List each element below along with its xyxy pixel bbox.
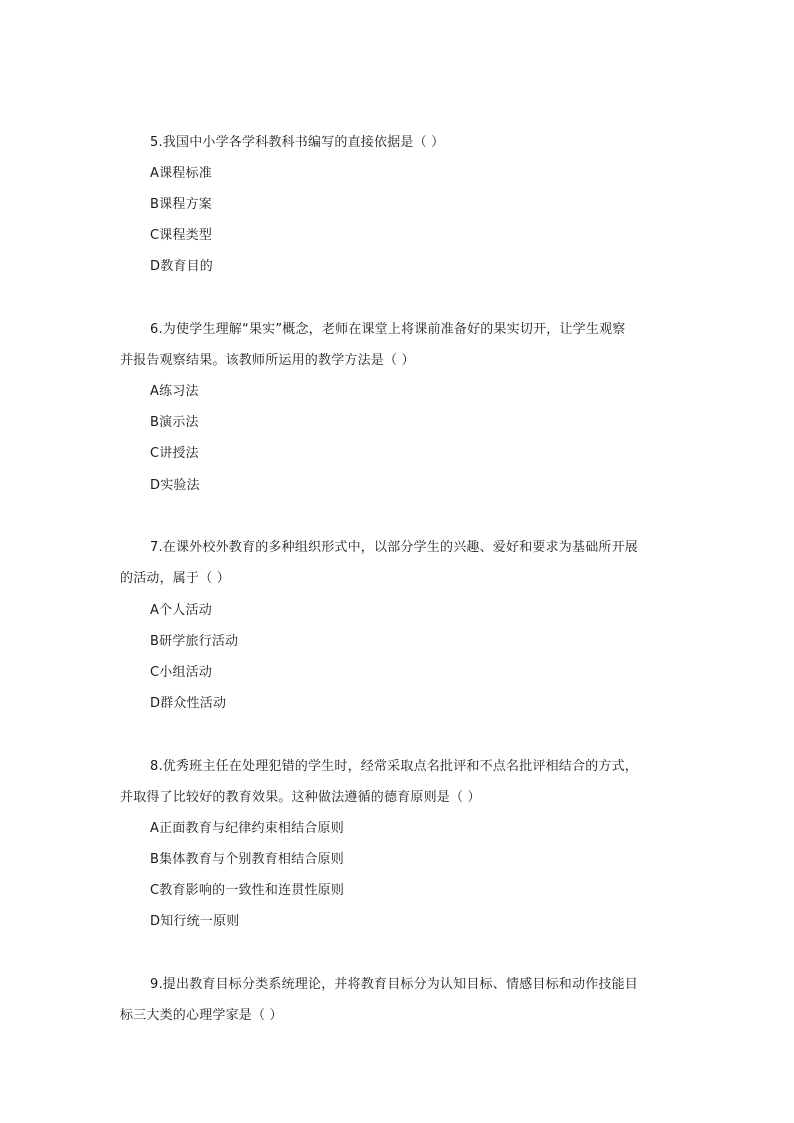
question-6-stem-line-1: 6.为使学生理解“果实”概念，老师在课堂上将课前准备好的果实切开，让学生观察 <box>150 322 626 337</box>
question-8-option-a: A正面教育与纪律约束相结合原则 <box>150 821 344 836</box>
question-8-stem-line-2: 并取得了比较好的教育效果。这种做法遵循的德育原则是（ ） <box>120 790 481 805</box>
question-8-option-d: D知行统一原则 <box>150 914 240 929</box>
question-7-option-b: B研学旅行活动 <box>150 634 239 649</box>
question-5-option-b: B课程方案 <box>150 197 212 212</box>
question-6-option-a: A练习法 <box>150 384 199 399</box>
question-7-stem-line-1: 7.在课外校外教育的多种组织形式中，以部分学生的兴趣、爱好和要求为基础所开展 <box>150 540 639 555</box>
question-7-option-c: C小组活动 <box>150 665 213 680</box>
question-5-option-a: A课程标准 <box>150 166 212 181</box>
question-6-option-c: C讲授法 <box>150 446 199 461</box>
question-8-option-c: C教育影响的一致性和连贯性原则 <box>150 883 345 898</box>
question-6-option-d: D实验法 <box>150 478 200 493</box>
question-7-option-d: D群众性活动 <box>150 696 227 711</box>
question-8-stem-line-1: 8.优秀班主任在处理犯错的学生时，经常采取点名批评和不点名批评相结合的方式， <box>150 759 639 774</box>
question-6-stem-line-2: 并报告观察结果。该教师所运用的教学方法是（ ） <box>120 353 415 368</box>
question-5-option-c: C课程类型 <box>150 228 213 243</box>
question-8-option-b: B集体教育与个别教育相结合原则 <box>150 852 344 867</box>
question-7-stem-line-2: 的活动，属于（ ） <box>120 571 230 586</box>
question-6-option-b: B演示法 <box>150 415 199 430</box>
question-9-stem-line-1: 9.提出教育目标分类系统理论，并将教育目标分为认知目标、情感目标和动作技能目 <box>150 977 639 992</box>
question-5-stem-line-1: 5.我国中小学各学科教科书编写的直接依据是（ ） <box>150 135 445 150</box>
question-5-option-d: D教育目的 <box>150 259 214 274</box>
question-7-option-a: A个人活动 <box>150 603 212 618</box>
question-9-stem-line-2: 标三大类的心理学家是（ ） <box>120 1008 283 1023</box>
